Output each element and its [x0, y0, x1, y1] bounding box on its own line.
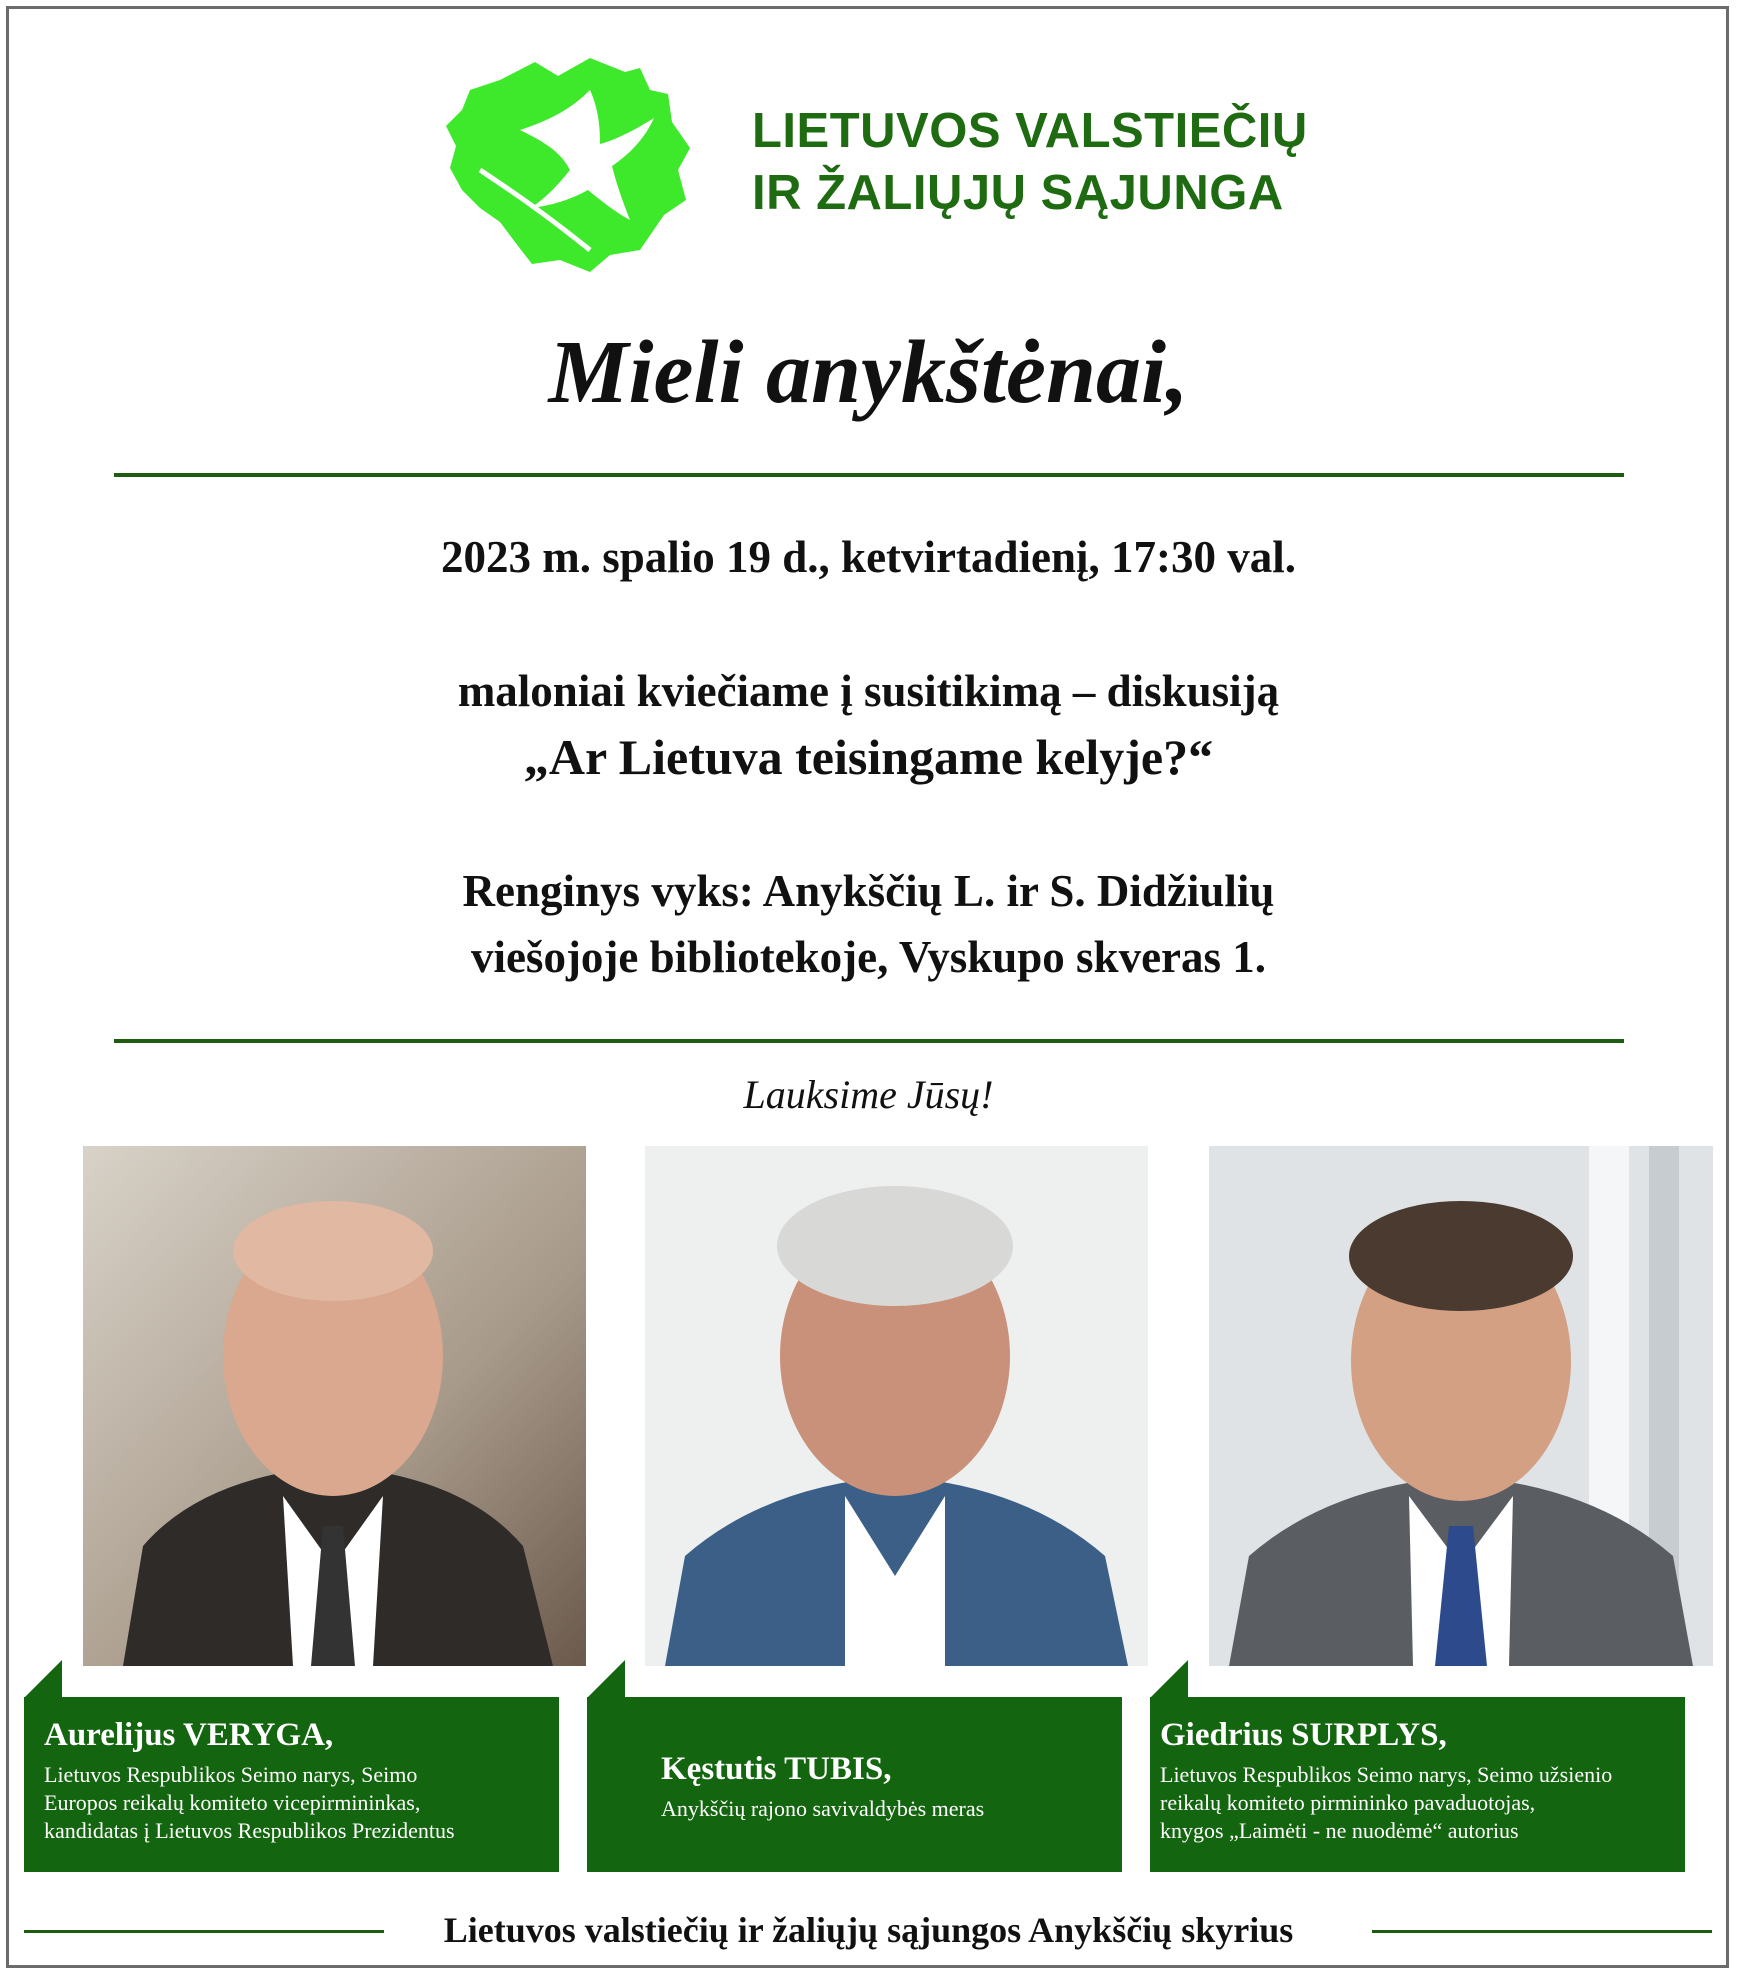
event-title: „Ar Lietuva teisingame kelyje?“ [523, 729, 1214, 785]
speaker-photo-3 [1209, 1146, 1713, 1666]
speaker-role-line: Lietuvos Respublikos Seimo narys, Seimo [44, 1762, 418, 1787]
speaker-photo-2 [645, 1146, 1148, 1666]
speaker-name: Aurelijus VERYGA, [44, 1717, 334, 1753]
org-name-line-2: IR ŽALIŲJŲ SĄJUNGA [752, 166, 1284, 220]
speaker-name: Giedrius SURPLYS, [1160, 1717, 1447, 1753]
speaker-photo-1 [83, 1146, 586, 1666]
event-venue-line-1: Renginys vyks: Anykščių L. ir S. Didžiulių [462, 866, 1275, 916]
event-datetime: 2023 m. spalio 19 d., ketvirtadienį, 17:30 val. [440, 532, 1297, 582]
speaker-caption-3 [1150, 1697, 1685, 1872]
org-name-line-1: LIETUVOS VALSTIEČIŲ [752, 104, 1308, 158]
party-logo [440, 50, 700, 280]
speaker-role-line: Europos reikalų komiteto vicepirmininkas, [44, 1790, 421, 1815]
divider-bottom [114, 1039, 1624, 1043]
footer-rule-right [1372, 1930, 1712, 1933]
speaker-role-line: Lietuvos Respublikos Seimo narys, Seimo užsienio [1160, 1762, 1613, 1787]
speaker-name: Kęstutis TUBIS, [661, 1751, 892, 1787]
poster-frame [6, 6, 1729, 1968]
caption-notch-1 [24, 1660, 62, 1698]
speaker-role-line: reikalų komiteto pirmininko pavaduotojas, [1160, 1790, 1536, 1815]
event-venue-line-2: viešojoje bibliotekoje, Vyskupo skveras 1. [470, 932, 1267, 982]
speaker-caption-2 [587, 1697, 1122, 1872]
footer-text: Lietuvos valstiečių ir žaliųjų sąjungos Anykščių skyrius [443, 1910, 1294, 1950]
speaker-caption-1 [24, 1697, 559, 1872]
speaker-role-line: knygos „Laimėti - ne nuodėmė“ autorius [1160, 1818, 1519, 1843]
speaker-role-line: kandidatas į Lietuvos Respublikos Prezidentus [44, 1818, 455, 1843]
organization-name [752, 100, 1308, 224]
closing-text: Lauksime Jūsų! [743, 1072, 994, 1117]
caption-notch-2 [587, 1660, 625, 1698]
divider-top [114, 473, 1624, 477]
speaker-role-line: Anykščių rajono savivaldybės meras [661, 1796, 985, 1821]
caption-notch-3 [1150, 1660, 1188, 1698]
greeting-heading: Mieli anykštėnai, [548, 323, 1189, 422]
event-invite: maloniai kviečiame į susitikimą – diskusiją [457, 666, 1280, 716]
